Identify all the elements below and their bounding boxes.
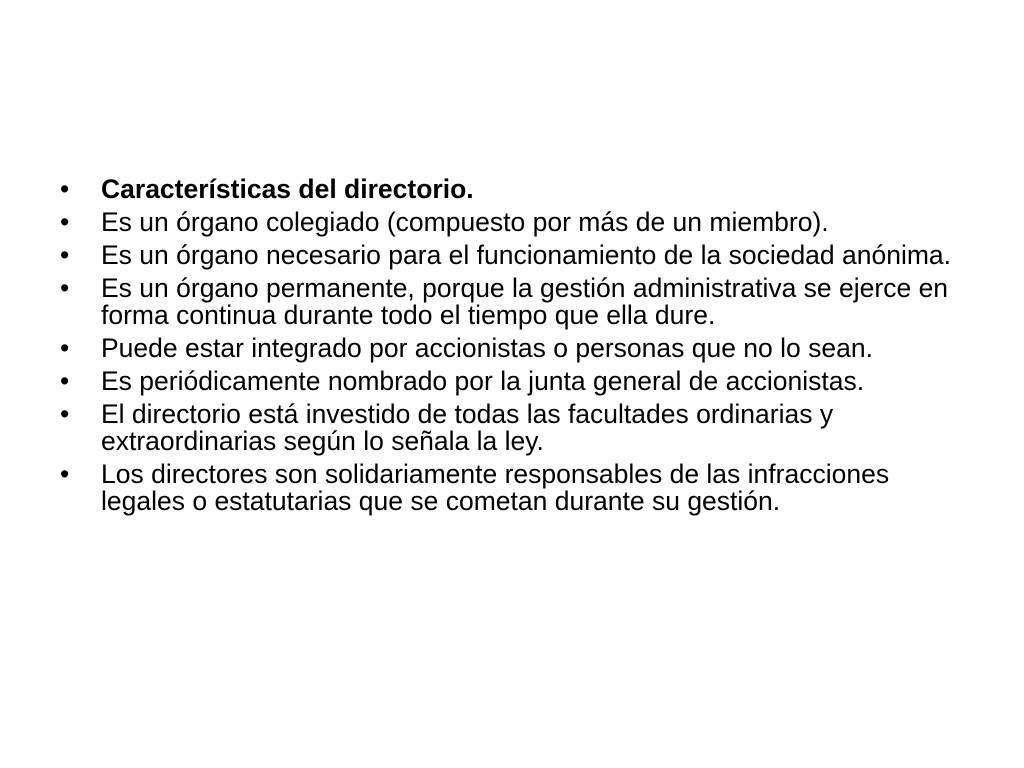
bullet-text: Es un órgano colegiado (compuesto por más de un miembro).: [101, 207, 829, 237]
bullet-icon: •: [60, 273, 70, 303]
bullet-item: [60, 209, 960, 236]
bullet-item: [60, 335, 960, 362]
bullet-item: [60, 275, 960, 329]
bullet-text: Es un órgano permanente, porque la gestión administrativa se ejerce en forma continua durante todo el tiempo que ella dure.: [101, 273, 949, 330]
bullet-item: [60, 368, 960, 395]
bullet-text: Es un órgano necesario para el funcionamiento de la sociedad anónima.: [101, 240, 952, 270]
bullet-icon: •: [60, 459, 70, 489]
bullet-item-heading: [60, 176, 960, 203]
bullet-icon: •: [60, 240, 70, 270]
bullet-text: Los directores son solidariamente responsables de las infracciones legales o estatutarias que se cometan durante su gestión.: [101, 459, 890, 516]
bullet-icon: •: [60, 366, 70, 396]
bullet-item: [60, 242, 960, 269]
bullet-list: [60, 176, 960, 521]
bullet-text: El directorio está investido de todas las facultades ordinarias y extraordinarias según lo señala la ley.: [101, 399, 834, 456]
bullet-icon: •: [60, 333, 70, 363]
bullet-text: Características del directorio.: [101, 174, 474, 204]
bullet-item: [60, 461, 960, 515]
bullet-text: Puede estar integrado por accionistas o personas que no lo sean.: [101, 333, 873, 363]
bullet-text: Es periódicamente nombrado por la junta general de accionistas.: [101, 366, 865, 396]
bullet-icon: •: [60, 399, 70, 429]
bullet-item: [60, 401, 960, 455]
bullet-icon: •: [60, 207, 70, 237]
bullet-icon: •: [60, 174, 70, 204]
